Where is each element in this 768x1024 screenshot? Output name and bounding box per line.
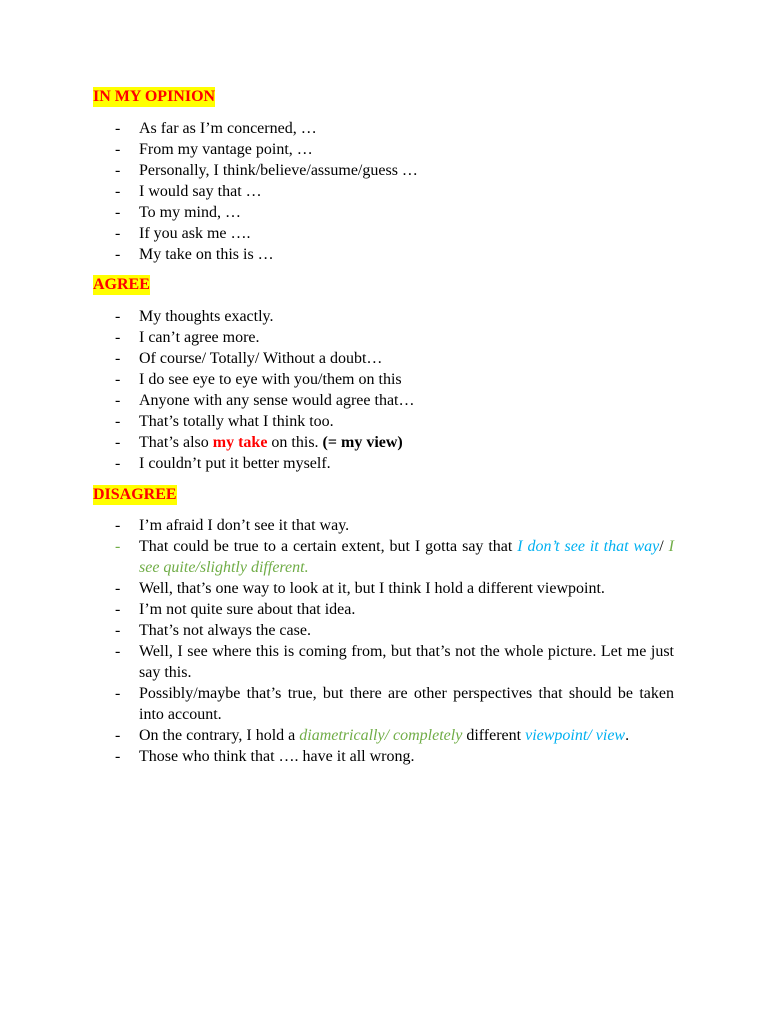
bullet-dash: -	[115, 748, 121, 765]
list-item-text: I can’t agree more.	[139, 329, 260, 346]
list-item	[0, 578, 674, 599]
my-view-note: (= my view)	[322, 434, 403, 451]
list-item	[0, 746, 674, 767]
bullet-dash: -	[115, 183, 121, 200]
blue-italic-phrase: viewpoint/ view	[525, 727, 626, 744]
list-item	[0, 181, 674, 202]
bullet-dash: -	[115, 455, 121, 472]
list-item-text: I would say that …	[139, 183, 262, 200]
my-take-highlight: my take	[212, 434, 268, 451]
item8-mid-text: different	[462, 727, 526, 744]
opinion-list	[0, 118, 674, 265]
list-item-text: Well, I see where this is coming from, but that’s not the whole picture. Let me just say this.	[139, 643, 674, 681]
list-item	[0, 369, 674, 390]
list-item	[0, 139, 674, 160]
list-item	[0, 641, 674, 683]
item2-pre-text: That could be true to a certain extent, but I gotta say that	[139, 538, 518, 555]
list-item-text: I couldn’t put it better myself.	[139, 455, 331, 472]
bullet-dash: -	[115, 225, 121, 242]
list-item-text: Those who think that …. have it all wrong.	[139, 748, 415, 765]
bullet-dash: -	[115, 162, 121, 179]
bullet-dash: -	[115, 538, 121, 555]
bullet-dash: -	[115, 413, 121, 430]
list-item-text: Anyone with any sense would agree that…	[139, 392, 415, 409]
list-item	[0, 160, 674, 181]
take-mid-text: on this.	[267, 434, 323, 451]
slash-separator: /	[659, 538, 669, 555]
list-item	[0, 348, 674, 369]
bullet-dash: -	[115, 120, 121, 137]
bullet-dash: -	[115, 643, 121, 660]
list-item	[0, 411, 674, 432]
list-item-text: From my vantage point, …	[139, 141, 313, 158]
bullet-dash: -	[115, 350, 121, 367]
list-item-text: My take on this is …	[139, 246, 274, 263]
list-item	[0, 599, 674, 620]
list-item	[0, 515, 674, 536]
list-item	[0, 620, 674, 641]
heading-disagree: DISAGREE	[93, 486, 177, 503]
list-item-text: I do see eye to eye with you/them on this	[139, 371, 402, 388]
heading-agree: AGREE	[93, 276, 150, 293]
list-item-text: That’s not always the case.	[139, 622, 311, 639]
bullet-dash: -	[115, 601, 121, 618]
bullet-dash: -	[115, 580, 121, 597]
bullet-dash: -	[115, 308, 121, 325]
bullet-dash: -	[115, 371, 121, 388]
list-item	[0, 327, 674, 348]
list-item-text: If you ask me ….	[139, 225, 251, 242]
bullet-dash: -	[115, 685, 121, 702]
agree-list	[0, 306, 674, 474]
bullet-dash: -	[115, 246, 121, 263]
take-pre-text: That’s also	[139, 434, 213, 451]
list-item-text: Well, that’s one way to look at it, but I think I hold a different viewpoint.	[139, 580, 605, 597]
list-item	[0, 118, 674, 139]
list-item-text: My thoughts exactly.	[139, 308, 274, 325]
bullet-dash: -	[115, 141, 121, 158]
list-item	[0, 390, 674, 411]
green-italic-phrase: I see quite/slightly different.	[139, 538, 674, 576]
bullet-dash: -	[115, 434, 121, 451]
list-item	[0, 244, 674, 265]
list-item	[0, 725, 674, 746]
bullet-dash: -	[115, 204, 121, 221]
green-italic-phrase: diametrically/ completely	[299, 727, 463, 744]
bullet-dash: -	[115, 727, 121, 744]
list-item	[0, 202, 674, 223]
list-item-text: I’m afraid I don’t see it that way.	[139, 517, 350, 534]
bullet-dash: -	[115, 622, 121, 639]
item8-pre-text: On the contrary, I hold a	[139, 727, 300, 744]
bullet-dash: -	[115, 517, 121, 534]
blue-italic-phrase: I don’t see it that way	[517, 538, 660, 555]
list-item	[0, 306, 674, 327]
disagree-list	[0, 515, 674, 767]
list-item	[0, 536, 674, 578]
list-item	[0, 683, 674, 725]
list-item-text: To my mind, …	[139, 204, 241, 221]
list-item-text: That’s totally what I think too.	[139, 413, 334, 430]
list-item	[0, 453, 674, 474]
list-item-text: I’m not quite sure about that idea.	[139, 601, 356, 618]
list-item-text: Of course/ Totally/ Without a doubt…	[139, 350, 383, 367]
bullet-dash: -	[115, 392, 121, 409]
item8-end-text: .	[625, 727, 630, 744]
bullet-dash: -	[115, 329, 121, 346]
list-item	[0, 432, 674, 453]
list-item-text: As far as I’m concerned, …	[139, 120, 317, 137]
list-item	[0, 223, 674, 244]
list-item-text: Possibly/maybe that’s true, but there are other perspectives that should be taken into account.	[139, 685, 674, 723]
heading-in-my-opinion: IN MY OPINION	[93, 88, 216, 105]
list-item-text: Personally, I think/believe/assume/guess …	[139, 162, 418, 179]
